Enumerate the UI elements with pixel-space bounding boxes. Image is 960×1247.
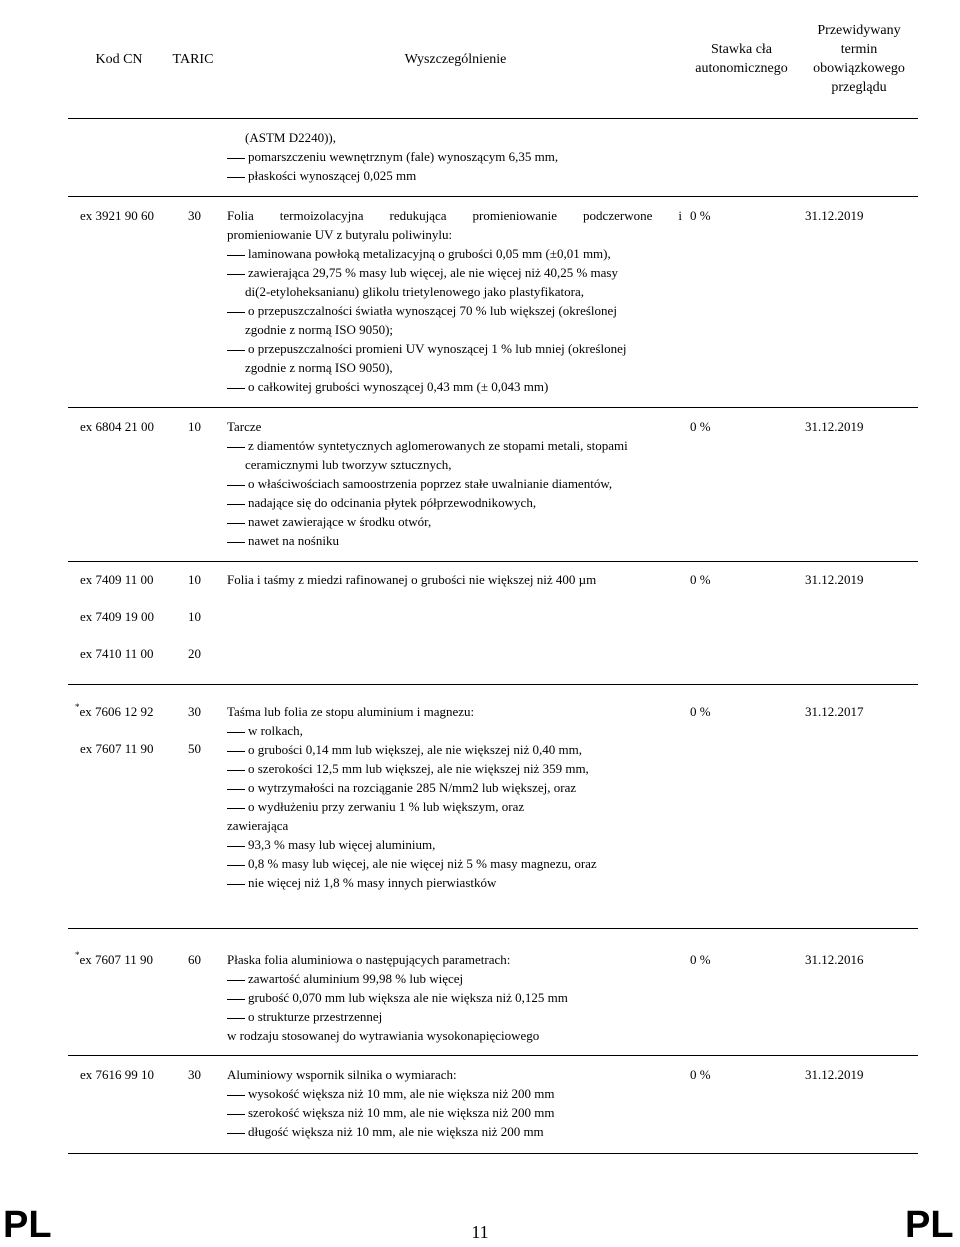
divider [68,1055,918,1056]
duty-rate: 0 % [690,704,711,719]
taric-code: 20 [188,646,201,661]
taric-code: 50 [188,741,201,756]
footnote-star: * [75,950,80,960]
review-date: 31.12.2017 [805,704,864,719]
taric-code: 30 [188,208,201,223]
duty-rate: 0 % [690,1067,711,1082]
cn-code: ex 7409 11 00 [80,572,154,587]
description: Tarcze z diamentów syntetycznych aglomerowanych ze stopami metali, stopami ceramicznymi lub tworzyw sztucznych, o właściwościach samoostrzenia poprzez stałe uwalnianie diamentów, nadające się do odcinania płytek półprzewodnikowych, nawet zawierające w środku otwór, nawet na nośniku [227,417,682,550]
description: Folia i taśmy z miedzi rafinowanej o grubości nie większej niż 400 µm [227,572,597,587]
footer-language-right: PL [905,1204,954,1246]
header-kod-cn: Kod CN [95,51,143,67]
header-taric: TARIC [172,51,214,67]
divider [68,1153,918,1154]
cn-code: *ex 7607 11 90 [75,950,154,967]
divider [68,684,918,685]
divider [68,196,918,197]
taric-code: 10 [188,609,201,624]
description: Aluminiowy wspornik silnika o wymiarach: wysokość większa niż 10 mm, ale nie większa niż 200 mm szerokość większa niż 10 mm, ale nie większa niż 200 mm długość większa niż 10 mm, ale nie większa niż 200 mm [227,1065,682,1141]
description: Taśma lub folia ze stopu aluminium i magnezu: w rolkach, o grubości 0,14 mm lub większej, ale nie większej niż 0,40 mm, o szerokości 12,5 mm lub większej, ale nie większej niż 359 mm, o wytrzymałości na rozciąganie 285 N/mm2 lub większej, oraz o wydłużeniu przy zerwaniu 1 % lub większym, oraz zawierająca 93,3 % masy lub więcej aluminium, 0,8 % masy lub więcej, ale nie więcej niż 5 % masy magnezu, oraz nie więcej niż 1,8 % masy innych pierwiastków [227,702,682,892]
duty-rate: 0 % [690,572,711,587]
description: Folia termoizolacyjna redukująca promieniowanie podczerwone i promieniowanie UV z butyralu poliwinylu: laminowana powłoką metalizacyjną o grubości 0,05 mm (±0,01 mm), zawierająca 29,75 % masy lub więcej, ale nie więcej niż 40,25 % masy di(2-etyloheksanianu) glikolu trietylenowego jako plastyfikatora, o przepuszczalności światła wynoszącej 70 % lub większej (określonej zgodnie z normą ISO 9050); o przepuszczalności promieni UV wynoszącej 1 % lub mniej (określonej zgodnie z normą ISO 9050), o całkowitej grubości wynoszącej 0,43 mm (± 0,043 mm) [227,208,682,394]
review-date: 31.12.2019 [805,1067,864,1082]
cn-code: ex 6804 21 00 [80,419,155,434]
cn-code: *ex 7606 12 92 [75,702,154,719]
cn-code: ex 7616 99 10 [80,1067,155,1082]
taric-code: 60 [188,952,201,967]
cn-code: ex 7410 11 00 [80,646,154,661]
divider [68,928,918,929]
cn-code: ex 7409 19 00 [80,609,155,624]
page-number: 11 [471,1222,489,1242]
review-date: 31.12.2019 [805,572,864,587]
duty-rate: 0 % [690,419,711,434]
taric-code: 10 [188,419,201,434]
taric-code: 30 [188,1067,201,1082]
taric-code: 10 [188,572,201,587]
review-date: 31.12.2016 [805,952,864,967]
cn-code: ex 7607 11 90 [80,741,154,756]
taric-code: 30 [188,704,201,719]
divider [68,118,918,119]
footnote-star: * [75,702,80,712]
review-date: 31.12.2019 [805,419,864,434]
duty-rate: 0 % [690,952,711,967]
header-termin: Przewidywany termin obowiązkowego przeglądu [813,23,905,95]
continuation-description: (ASTM D2240)), pomarszczeniu wewnętrznym (fale) wynoszącym 6,35 mm, płaskości wynoszącej 0,025 mm [227,128,682,185]
divider [68,407,918,408]
header-stawka: Stawka cła autonomicznego [695,42,788,76]
description: Płaska folia aluminiowa o następujących parametrach: zawartość aluminium 99,98 % lub więcej grubość 0,070 mm lub większa ale nie większa niż 0,125 mm o strukturze przestrzennej w rodzaju stosowanej do wytrawiania wysokonapięciowego [227,950,682,1045]
review-date: 31.12.2019 [805,208,864,223]
duty-rate: 0 % [690,208,711,223]
header-wyszczegolnienie: Wyszczególnienie [404,51,507,67]
cn-code: ex 3921 90 60 [80,208,155,223]
divider [68,561,918,562]
footer-language-left: PL [3,1204,52,1246]
